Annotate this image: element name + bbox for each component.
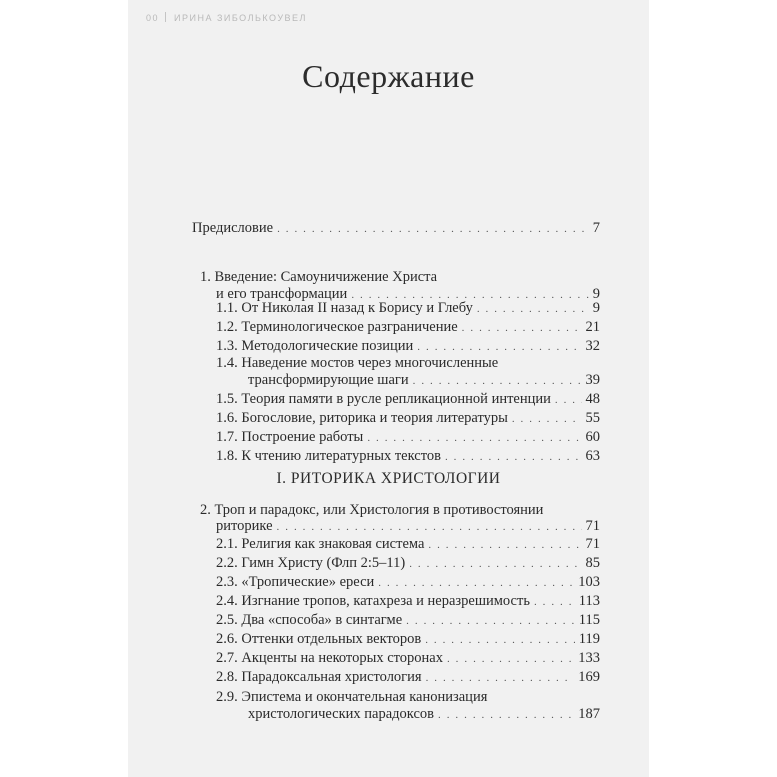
dot-leader xyxy=(447,649,574,669)
toc-page-number: 60 xyxy=(585,429,600,445)
toc-entry-2-6 xyxy=(216,629,600,649)
header-divider xyxy=(165,12,166,22)
toc-entry-chapter-2 xyxy=(216,516,600,536)
toc-page-number: 9 xyxy=(592,300,600,316)
dot-leader xyxy=(406,611,575,631)
toc-label: 2.2. Гимн Христу (Флп 2:5–11) xyxy=(216,555,406,571)
toc-page-number: 32 xyxy=(585,338,600,354)
header-running-title: ИРИНА ЗИБОЛЬКОУВЕЛ xyxy=(174,13,307,23)
toc-label: 1.5. Теория памяти в русле репликационной интенции xyxy=(216,391,551,407)
toc-label: 2.7. Акценты на некоторых сторонах xyxy=(216,650,443,666)
part-1-heading: I. РИТОРИКА ХРИСТОЛОГИИ xyxy=(276,470,501,487)
dot-leader xyxy=(555,390,582,410)
toc-label: Предисловие xyxy=(192,220,274,236)
dot-leader xyxy=(534,592,575,612)
toc-label: 2.3. «Тропические» ереси xyxy=(216,574,375,590)
toc-label: 1.8. К чтению литературных текстов xyxy=(216,448,441,464)
dot-leader xyxy=(445,447,582,467)
toc-label: 1.2. Терминологическое разграничение xyxy=(216,319,458,335)
toc-page-number: 103 xyxy=(578,574,600,590)
dot-leader xyxy=(425,630,575,650)
toc-label: 1.7. Построение работы xyxy=(216,429,364,445)
toc-entry-2-1 xyxy=(216,534,600,554)
toc-label: 1.6. Богословие, риторика и теория литературы xyxy=(216,410,508,426)
dot-leader xyxy=(477,299,589,319)
toc-label: 2.8. Парадоксальная христология xyxy=(216,669,422,685)
toc-page-number: 115 xyxy=(578,612,600,628)
toc-entry-1-4 xyxy=(248,370,600,390)
header-page-number: 00 xyxy=(146,13,160,23)
dot-leader xyxy=(409,554,581,574)
toc-page-number: 119 xyxy=(578,631,600,647)
toc-entry-1-6 xyxy=(216,408,600,428)
toc-page-number: 187 xyxy=(578,706,600,722)
dot-leader xyxy=(378,573,574,593)
toc-page-number: 85 xyxy=(585,555,600,571)
toc-page-number: 71 xyxy=(585,518,600,534)
toc-entry-1-7 xyxy=(216,427,600,447)
dot-leader xyxy=(277,219,589,239)
toc-label: 2.1. Религия как знаковая система xyxy=(216,536,425,552)
toc-page-number: 71 xyxy=(585,536,600,552)
dot-leader xyxy=(428,535,581,555)
toc-page-number: 21 xyxy=(585,319,600,335)
toc-page-number: 55 xyxy=(585,410,600,426)
toc-entry-2-7 xyxy=(216,648,600,668)
toc-page-number: 48 xyxy=(585,391,600,407)
chapter-2-title-line1: 2. Троп и парадокс, или Христология в противостоянии xyxy=(200,502,544,518)
toc-label: 2.4. Изгнание тропов, катахреза и неразрешимость xyxy=(216,593,530,609)
toc-label: 2.6. Оттенки отдельных векторов xyxy=(216,631,422,647)
toc-label: 1.1. От Николая II назад к Борису и Глебу xyxy=(216,300,473,316)
toc-label: 2.5. Два «способа» в синтагме xyxy=(216,612,403,628)
toc-entry-2-3 xyxy=(216,572,600,592)
toc-label: христологических парадоксов xyxy=(248,706,435,722)
toc-page-number: 7 xyxy=(592,220,600,236)
toc-label: риторике xyxy=(216,518,273,534)
toc-entry-1-8 xyxy=(216,446,600,466)
toc-entry-2-5 xyxy=(216,610,600,630)
page-title: Содержание xyxy=(302,58,475,94)
toc-page-number: 169 xyxy=(578,669,600,685)
toc-entry-2-9-line1: 2.9. Эпистема и окончательная канонизация xyxy=(216,689,488,705)
toc-page-number: 9 xyxy=(592,286,600,302)
toc-entry-1-1 xyxy=(216,298,600,318)
toc-page-number: 113 xyxy=(578,593,600,609)
dot-leader xyxy=(512,409,582,429)
dot-leader xyxy=(367,428,581,448)
dot-leader xyxy=(426,668,575,688)
toc-page-number: 39 xyxy=(585,372,600,388)
toc-entry-1-4-line1: 1.4. Наведение мостов через многочисленные xyxy=(216,355,499,371)
dot-leader xyxy=(413,371,582,391)
toc-label: трансформирующие шаги xyxy=(248,372,409,388)
toc-entry-2-8 xyxy=(216,667,600,687)
toc-label: и его трансформации xyxy=(216,286,348,302)
toc-entry-2-2 xyxy=(216,553,600,573)
dot-leader xyxy=(462,318,582,338)
toc-page-number: 63 xyxy=(585,448,600,464)
running-header xyxy=(146,12,307,23)
toc-entry-1-2 xyxy=(216,317,600,337)
toc-entry-2-4 xyxy=(216,591,600,611)
toc-entry-preface xyxy=(192,218,600,238)
toc-entry-2-9 xyxy=(248,704,600,724)
toc-page-number: 133 xyxy=(578,650,600,666)
toc-entry-1-5 xyxy=(216,389,600,409)
dot-leader xyxy=(438,705,574,725)
toc-label: 1.3. Методологические позиции xyxy=(216,338,414,354)
chapter-1-title-line1: 1. Введение: Самоуничижение Христа xyxy=(200,269,438,285)
